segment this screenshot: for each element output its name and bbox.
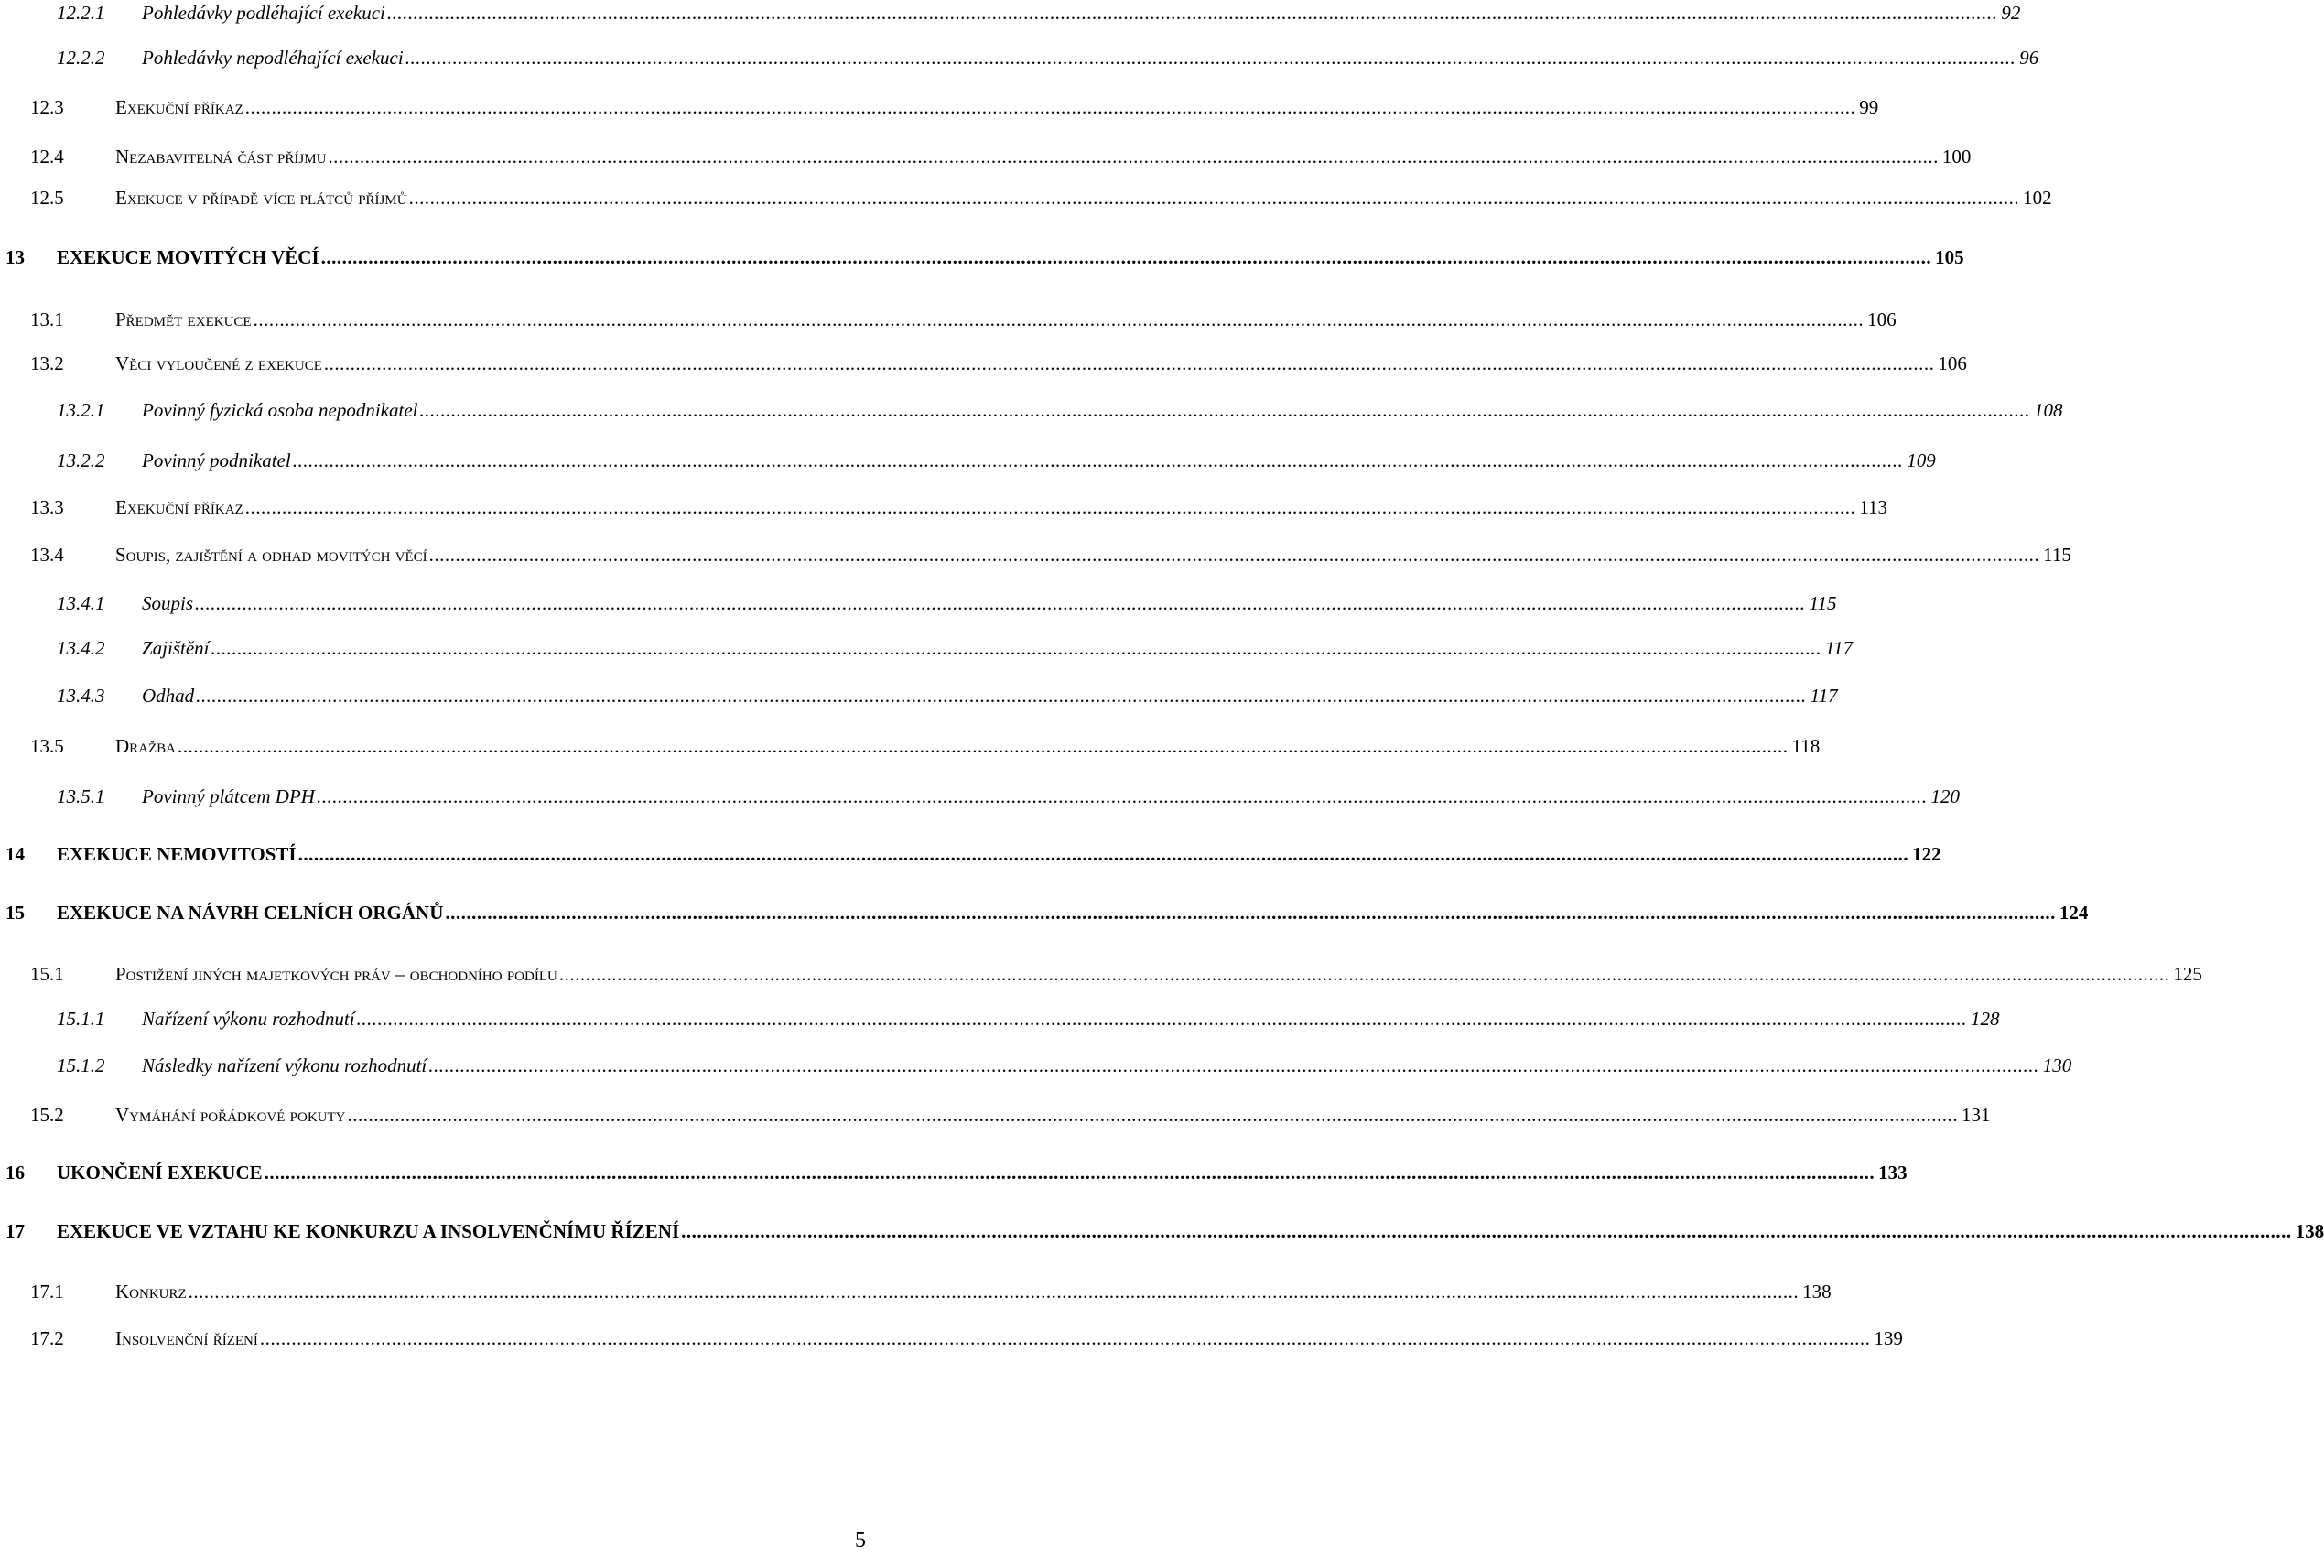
toc-entry-title: Povinný plátcem DPH xyxy=(142,785,315,807)
toc-entry-number: 13.4.1 xyxy=(57,592,105,614)
toc-entry-page: 133 xyxy=(1878,1162,1908,1184)
toc-entry-page: 109 xyxy=(1907,449,1936,471)
toc-dot-leader xyxy=(328,145,1939,168)
toc-dot-leader xyxy=(211,636,1822,660)
toc-entry-title: Nařízení výkonu rozhodnutí xyxy=(142,1008,355,1030)
toc-entry-page: 113 xyxy=(1859,496,1887,518)
toc-entry[interactable] xyxy=(5,245,1964,269)
toc-entry-number: 15.1.1 xyxy=(57,1008,105,1030)
toc-entry[interactable] xyxy=(57,449,1936,472)
toc-entry[interactable] xyxy=(30,962,2202,986)
toc-entry-page: 117 xyxy=(1825,637,1853,659)
toc-dot-leader xyxy=(196,684,1807,708)
toc-entry-title: Nezabavitelná část příjmu xyxy=(115,146,327,168)
toc-entry[interactable] xyxy=(30,186,2052,210)
toc-entry[interactable] xyxy=(57,1,2021,25)
toc-entry-title: Předmět exekuce xyxy=(115,308,252,330)
toc-dot-leader xyxy=(420,398,2031,422)
toc-dot-leader xyxy=(559,962,2170,986)
toc-entry-title: Soupis, zajištění a odhad movitých věcí xyxy=(115,544,427,566)
toc-entry-number: 16 xyxy=(5,1162,25,1184)
toc-entry-number: 17.2 xyxy=(30,1327,64,1349)
toc-dot-leader xyxy=(324,351,1935,375)
toc-entry-number: 13.5.1 xyxy=(57,785,105,807)
toc-entry-page: 99 xyxy=(1859,96,1879,118)
toc-entry-number: 12.4 xyxy=(30,146,64,168)
toc-entry-page: 102 xyxy=(2023,187,2052,209)
toc-entry-page: 106 xyxy=(1938,352,1967,374)
toc-entry-number: 13.2.2 xyxy=(57,449,105,471)
toc-dot-leader xyxy=(260,1326,1871,1350)
toc-entry-number: 17 xyxy=(5,1220,25,1242)
toc-entry[interactable] xyxy=(30,734,1821,758)
toc-entry-page: 131 xyxy=(1962,1104,1991,1126)
toc-dot-leader xyxy=(293,449,1904,472)
toc-entry[interactable] xyxy=(57,1054,2072,1077)
toc-entry-title: Exekuční příkaz xyxy=(115,496,243,518)
toc-entry-title: Povinný podnikatel xyxy=(142,449,291,471)
toc-entry[interactable] xyxy=(30,1103,1991,1127)
toc-entry-page: 120 xyxy=(1930,785,1960,807)
toc-entry[interactable] xyxy=(57,1007,2000,1031)
toc-entry-page: 138 xyxy=(1802,1281,1832,1303)
toc-entry-title: Povinný fyzická osoba nepodnikatel xyxy=(142,399,418,421)
toc-entry-title: Následky nařízení výkonu rozhodnutí xyxy=(142,1054,427,1076)
toc-entry-number: 14 xyxy=(5,843,25,865)
toc-entry-page: 122 xyxy=(1912,843,1941,865)
toc-entry-title: Insolvenční řízení xyxy=(115,1327,258,1349)
toc-dot-leader xyxy=(245,95,1856,119)
toc-entry-title: EXEKUCE NA NÁVRH CELNÍCH ORGÁNŮ xyxy=(57,902,444,924)
toc-entry-page: 115 xyxy=(2043,544,2071,566)
toc-entry-number: 15.1.2 xyxy=(57,1054,105,1076)
toc-entry[interactable] xyxy=(5,1161,1908,1184)
toc-entry-title: Pohledávky nepodléhající exekuci xyxy=(142,47,404,69)
toc-entry-number: 13.1 xyxy=(30,308,64,330)
toc-entry-title: EXEKUCE MOVITÝCH VĚCÍ xyxy=(57,246,319,268)
toc-entry-number: 13.4 xyxy=(30,544,64,566)
toc-entry-page: 92 xyxy=(2001,2,2021,24)
toc-entry-title: Konkurz xyxy=(115,1281,187,1303)
toc-entry-number: 17.1 xyxy=(30,1281,64,1303)
toc-entry[interactable] xyxy=(5,901,2089,925)
toc-entry-title: Soupis xyxy=(142,592,194,614)
toc-entry-number: 13.2 xyxy=(30,352,64,374)
toc-entry-page: 125 xyxy=(2173,963,2202,985)
toc-entry[interactable] xyxy=(30,1326,1903,1350)
toc-dot-leader xyxy=(245,495,1856,519)
toc-dot-leader xyxy=(681,1219,2292,1243)
toc-entry-page: 117 xyxy=(1810,685,1838,707)
toc-entry-number: 13 xyxy=(5,246,25,268)
toc-dot-leader xyxy=(189,1280,1800,1303)
toc-entry-page: 138 xyxy=(2295,1220,2324,1242)
toc-entry-page: 130 xyxy=(2042,1054,2072,1076)
toc-entry-number: 13.4.2 xyxy=(57,637,105,659)
page-number: 5 xyxy=(855,1529,866,1552)
toc-entry[interactable] xyxy=(5,1219,2324,1243)
toc-entry[interactable] xyxy=(57,46,2039,70)
toc-dot-leader xyxy=(254,308,1865,331)
toc-entry-page: 108 xyxy=(2034,399,2063,421)
toc-dot-leader xyxy=(195,591,1806,615)
toc-entry[interactable] xyxy=(30,495,1887,519)
toc-entry[interactable] xyxy=(57,684,1838,708)
toc-entry[interactable] xyxy=(5,842,1941,866)
toc-dot-leader xyxy=(321,245,1932,269)
toc-entry-number: 12.2.2 xyxy=(57,47,105,69)
toc-entry-number: 12.3 xyxy=(30,96,64,118)
toc-entry-page: 124 xyxy=(2059,902,2089,924)
toc-dot-leader xyxy=(429,543,2040,567)
toc-entry-number: 13.4.3 xyxy=(57,685,105,707)
toc-entry-page: 139 xyxy=(1874,1327,1903,1349)
toc-entry-page: 105 xyxy=(1935,246,1964,268)
toc-dot-leader xyxy=(428,1054,2039,1077)
toc-entry[interactable] xyxy=(57,784,1960,808)
toc-entry[interactable] xyxy=(30,308,1897,331)
toc-entry-title: Odhad xyxy=(142,685,195,707)
toc-entry-number: 15.2 xyxy=(30,1104,64,1126)
toc-entry-page: 128 xyxy=(1971,1008,2000,1030)
toc-entry-title: Postižení jiných majetkových práv – obchodního podílu xyxy=(115,963,557,985)
toc-entry-title: Exekuční příkaz xyxy=(115,96,243,118)
toc-entry-title: EXEKUCE NEMOVITOSTÍ xyxy=(57,843,297,865)
toc-entry[interactable] xyxy=(30,1280,1832,1303)
toc-entry-title: UKONČENÍ EXEKUCE xyxy=(57,1162,263,1184)
toc-entry-page: 115 xyxy=(1809,592,1837,614)
toc-entry[interactable] xyxy=(30,351,1967,375)
toc-entry-page: 118 xyxy=(1791,735,1821,757)
toc-dot-leader xyxy=(265,1161,1875,1184)
toc-entry[interactable] xyxy=(30,145,1972,168)
toc-dot-leader xyxy=(387,1,1998,25)
toc-entry[interactable] xyxy=(57,398,2063,422)
toc-entry[interactable] xyxy=(57,636,1853,660)
toc-dot-leader xyxy=(317,784,1928,808)
toc-dot-leader xyxy=(348,1103,1959,1127)
toc-entry-title: Věci vyloučené z exekuce xyxy=(115,352,322,374)
toc-entry-title: EXEKUCE VE VZTAHU KE KONKURZU A INSOLVENČNÍMU ŘÍZENÍ xyxy=(57,1220,680,1242)
toc-entry-number: 15.1 xyxy=(30,963,64,985)
toc-dot-leader xyxy=(405,46,2016,70)
toc-entry-number: 13.3 xyxy=(30,496,64,518)
toc-entry-number: 13.2.1 xyxy=(57,399,105,421)
toc-entry-page: 96 xyxy=(2019,47,2039,69)
toc-entry[interactable] xyxy=(57,591,1837,615)
toc-entry-title: Zajištění xyxy=(142,637,210,659)
toc-dot-leader xyxy=(409,186,2020,210)
toc-entry-number: 15 xyxy=(5,902,25,924)
toc-entry-page: 106 xyxy=(1867,308,1897,330)
toc-entry[interactable] xyxy=(30,95,1879,119)
toc-entry-title: Pohledávky podléhající exekuci xyxy=(142,2,385,24)
toc-dot-leader xyxy=(298,842,1909,866)
toc-entry-number: 12.5 xyxy=(30,187,64,209)
toc-entry-page: 100 xyxy=(1941,146,1972,168)
toc-entry-title: Dražba xyxy=(115,735,177,757)
toc-dot-leader xyxy=(357,1007,1968,1031)
toc-entry-number: 13.5 xyxy=(30,735,64,757)
toc-dot-leader xyxy=(445,901,2056,925)
toc-dot-leader xyxy=(178,734,1789,758)
toc-entry-title: Vymáhání pořádkové pokuty xyxy=(115,1104,346,1126)
toc-entry-title: Exekuce v případě více plátců příjmů xyxy=(115,187,407,209)
toc-entry-number: 12.2.1 xyxy=(57,2,105,24)
toc-entry[interactable] xyxy=(30,543,2071,567)
